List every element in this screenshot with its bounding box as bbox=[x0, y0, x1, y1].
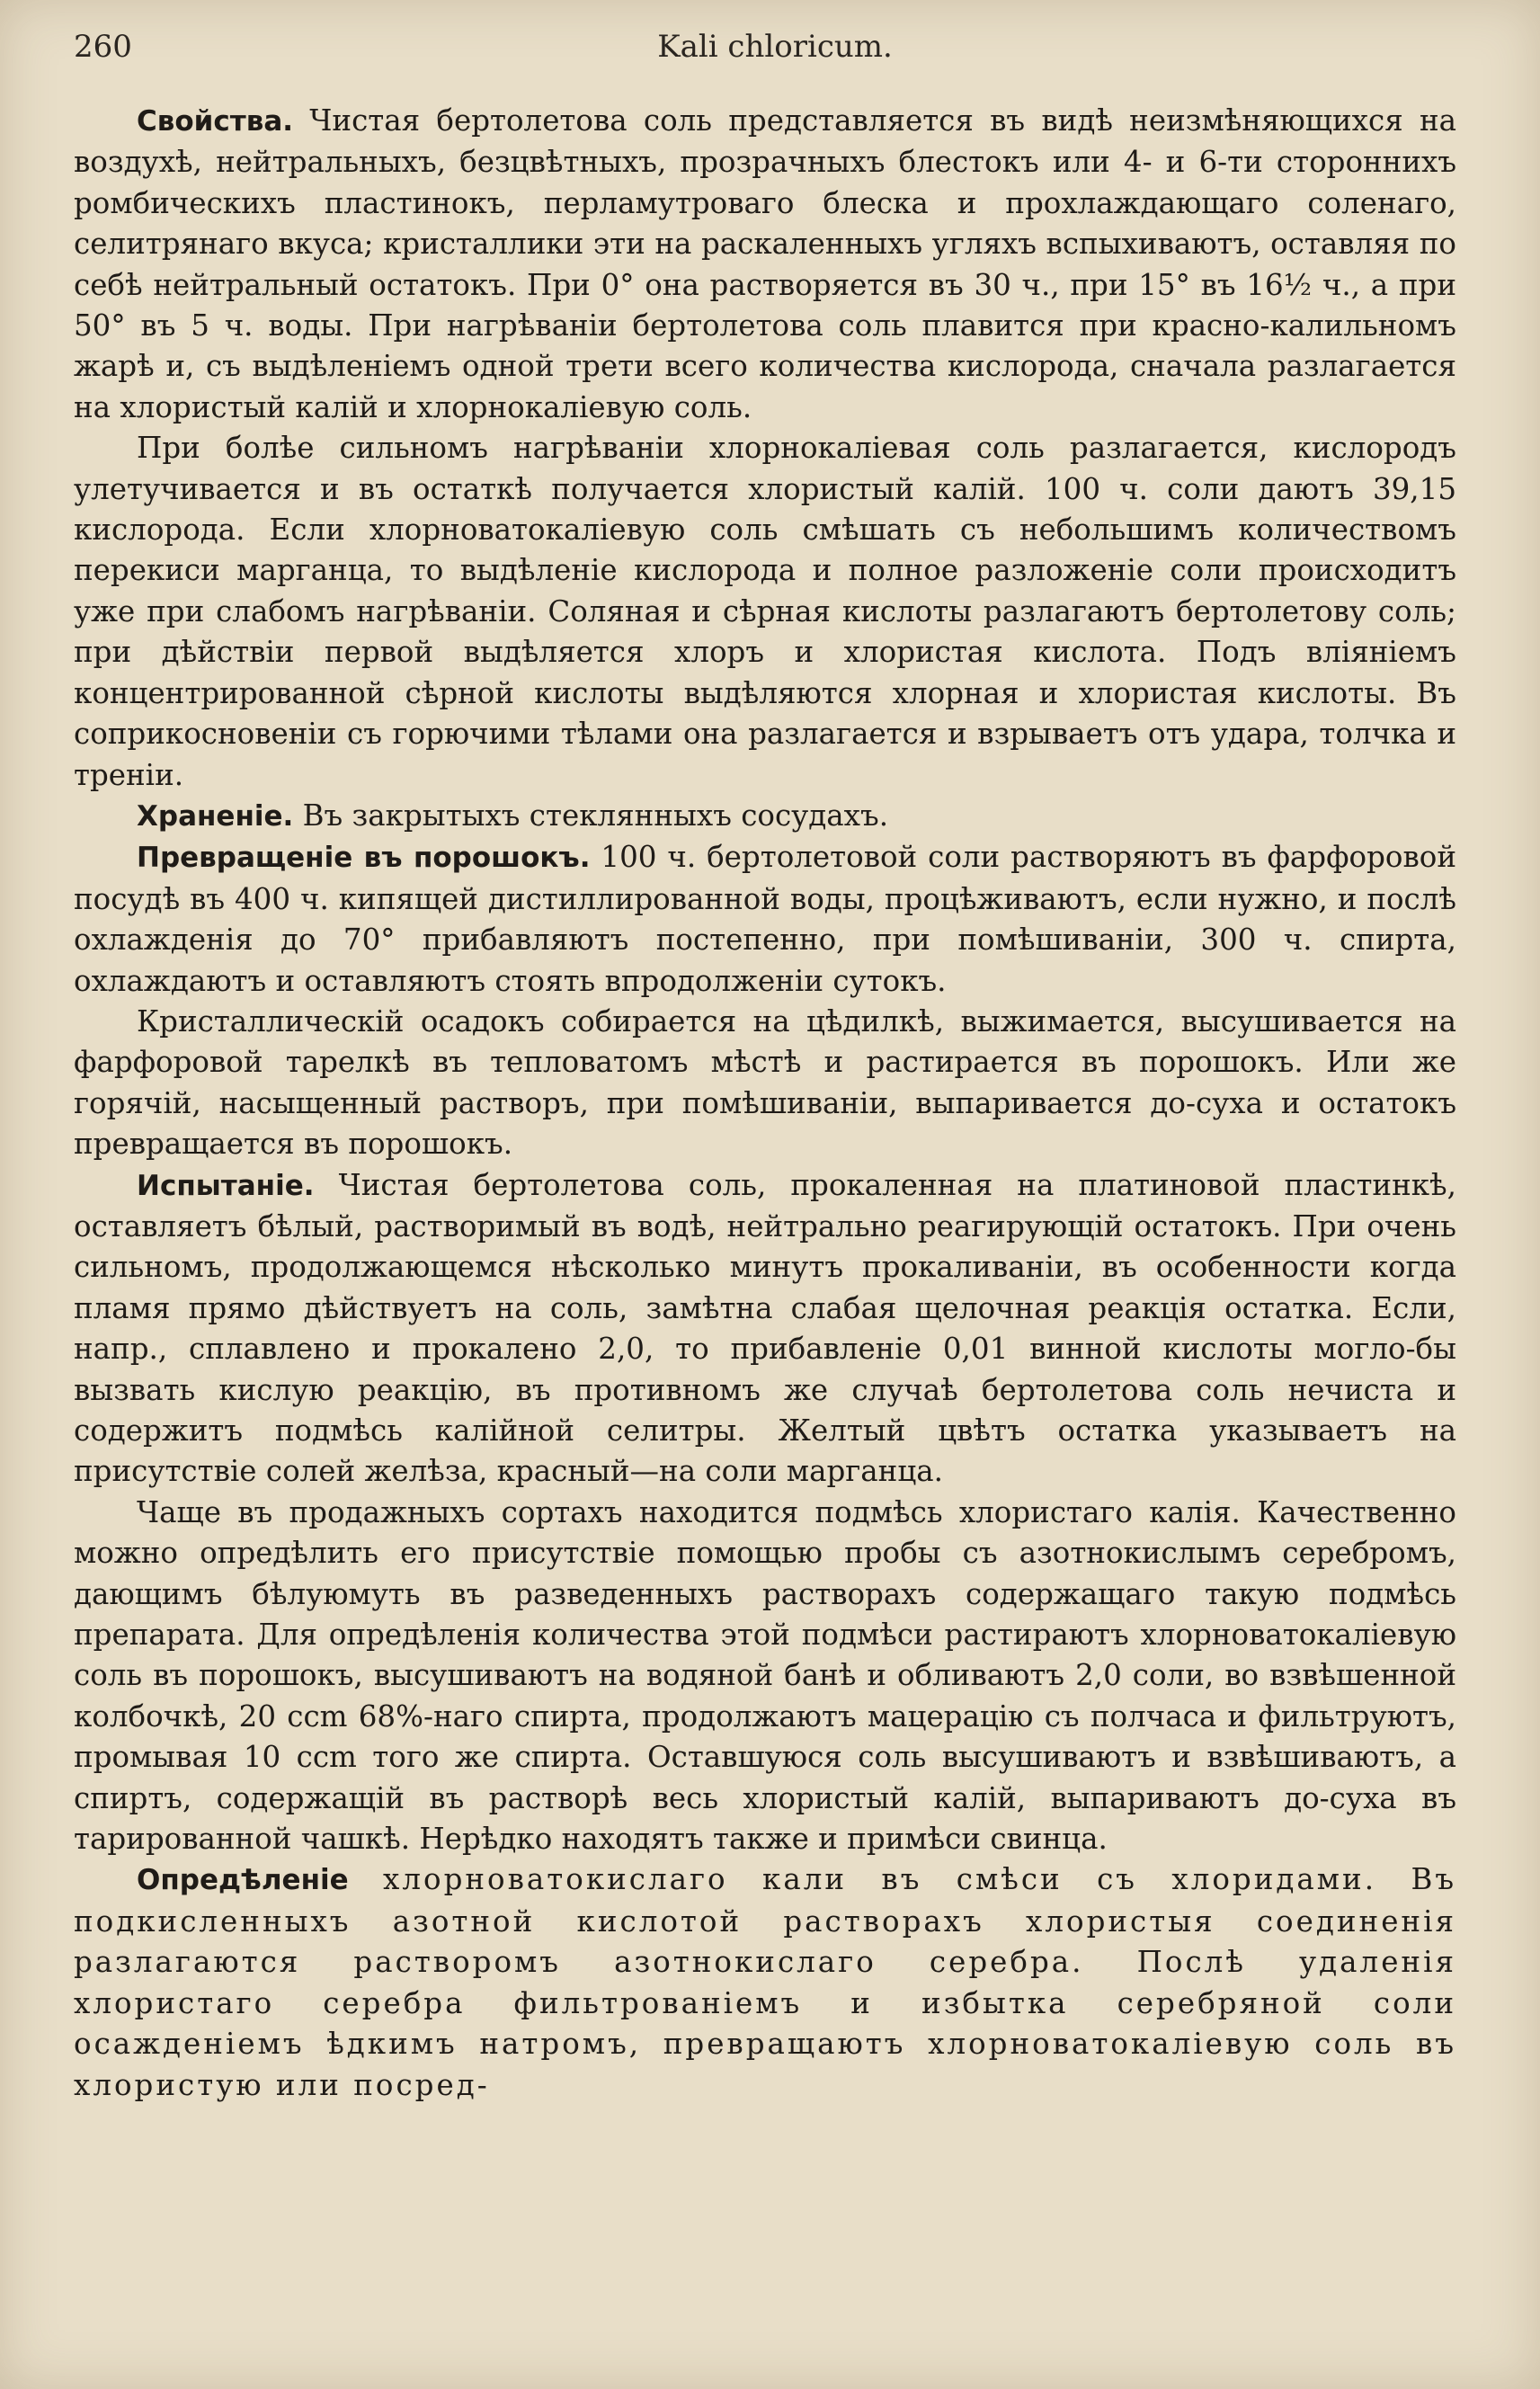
paragraph-text: 100 ч. бертолетовой соли растворяютъ въ фарфоровой посудѣ въ 400 ч. кипящей дистиллированной воды, процѣживаютъ, если нужно, и послѣ охлажденія до 70° прибавляютъ постепенно, при помѣшиваніи, 300 ч. спирта, охлаждаютъ и оставляютъ стоять впродолженіи сутокъ. bbox=[74, 840, 1456, 998]
section-heading-determination: Опредѣленіе bbox=[137, 1864, 349, 1897]
paragraph-determination bbox=[74, 1859, 1456, 2105]
paragraph-text: Чистая бертолетова соль представляется въ видѣ неизмѣняющихся на воздухѣ, нейтральныхъ, безцвѣтныхъ, прозрачныхъ блестокъ или 4- и 6-ти стороннихъ ромбическихъ пластинокъ, перламутроваго блеска и прохлаждающаго соленаго, селитрянаго вкуса; кристаллики эти на раскаленныхъ угляхъ вспыхиваютъ, оставляя по себѣ нейтральный остатокъ. При 0° она растворяется въ 30 ч., при 15° въ 16½ ч., а при 50° въ 5 ч. воды. При нагрѣваніи бертолетова соль плавится при красно-калильномъ жарѣ и, съ выдѣленіемъ одной трети всего количества кислорода, сначала разлагается на хлористый калій и хлорнокаліевую соль. bbox=[74, 103, 1456, 424]
paragraph-decomposition bbox=[74, 428, 1456, 796]
running-title: Kali chloricum. bbox=[657, 29, 893, 65]
paragraph-properties bbox=[74, 101, 1456, 428]
paragraph-impurities bbox=[74, 1493, 1456, 1860]
paragraph-text: хлорноватокислаго кали въ смѣси съ хлоридами. Въ подкисленныхъ азотной кислотой растворахъ хлористыя соединенія разлагаются растворомъ азотнокислаго серебра. Послѣ удаленія хлористаго серебра фильтрованіемъ и избытка серебряной соли осажденіемъ ѣдкимъ натромъ, превращаютъ хлорноватокаліевую соль въ хлористую или посред- bbox=[74, 1862, 1456, 2102]
paragraph-testing bbox=[74, 1165, 1456, 1493]
page-body bbox=[74, 101, 1456, 2106]
section-heading-storage: Храненіе. bbox=[137, 799, 294, 833]
paragraph-text: Въ закрытыхъ стеклянныхъ сосудахъ. bbox=[293, 798, 889, 833]
page-number: 260 bbox=[74, 29, 132, 65]
page-header bbox=[74, 29, 1476, 65]
paragraph-text: При болѣе сильномъ нагрѣваніи хлорнокаліевая соль разлагается, кислородъ улетучивается и въ остаткѣ получается хлористый калій. 100 ч. соли даютъ 39,15 кислорода. Если хлорноватокаліевую соль смѣшать съ небольшимъ количествомъ перекиси марганца, то выдѣленіе кислорода и полное разложеніе соли происходитъ уже при слабомъ нагрѣваніи. Соляная и сѣрная кислоты разлагаютъ бертолетову соль; при дѣйствіи первой выдѣляется хлоръ и хлористая кислота. Подъ вліяніемъ концентрированной сѣрной кислоты выдѣляются хлорная и хлористая кислоты. Въ соприкосновеніи съ горючими тѣлами она разлагается и взрываетъ отъ удара, толчка и треніи. bbox=[74, 431, 1456, 792]
paragraph-storage bbox=[74, 796, 1456, 837]
paragraph-text: Чистая бертолетова соль, прокаленная на платиновой пластинкѣ, оставляетъ бѣлый, растворимый въ водѣ, нейтрально реагирующій остатокъ. При очень сильномъ, продолжающемся нѣсколько минутъ прокаливаніи, въ особенности когда пламя прямо дѣйствуетъ на соль, замѣтна слабая щелочная реакція остатка. Если, напр., сплавлено и прокалено 2,0, то прибавленіе 0,01 винной кислоты могло-бы вызвать кислую реакцію, въ противномъ же случаѣ бертолетова соль нечиста и содержитъ подмѣсь калійной селитры. Желтый цвѣтъ остатка указываетъ на присутствіе солей желѣза, красный—на соли марганца. bbox=[74, 1167, 1456, 1489]
paragraph-powdering bbox=[74, 837, 1456, 1002]
paragraph-text: Кристаллическій осадокъ собирается на цѣдилкѣ, выжимается, высушивается на фарфоровой тарелкѣ въ тепловатомъ мѣстѣ и растирается въ порошокъ. Или же горячій, насыщенный растворъ, при помѣшиваніи, выпаривается до-суха и остатокъ превращается въ порошокъ. bbox=[74, 1003, 1456, 1162]
section-heading-powdering: Превращеніе въ порошокъ. bbox=[137, 842, 591, 875]
paragraph-text: Чаще въ продажныхъ сортахъ находится подмѣсь хлористаго калія. Качественно можно опредѣлить его присутствіе помощью пробы съ азотнокислымъ серебромъ, дающимъ бѣлуюмуть въ разведенныхъ растворахъ содержащаго такую подмѣсь препарата. Для опредѣленія количества этой подмѣси растираютъ хлорноватокаліевую соль въ порошокъ, высушиваютъ на водяной банѣ и обливаютъ 2,0 соли, во взвѣшенной колбочкѣ, 20 ccm 68%-наго спирта, продолжаютъ мацерацію съ полчаса и фильтруютъ, промывая 10 ccm того же спирта. Оставшуюся соль высушиваютъ и взвѣшиваютъ, а спиртъ, содержащій въ растворѣ весь хлористый калій, выпариваютъ до-суха въ тарированной чашкѣ. Нерѣдко находятъ также и примѣси свинца. bbox=[74, 1494, 1456, 1857]
section-heading-properties: Свойства. bbox=[137, 105, 294, 138]
section-heading-testing: Испытаніе. bbox=[137, 1169, 315, 1202]
paragraph-crystallization bbox=[74, 1002, 1456, 1165]
